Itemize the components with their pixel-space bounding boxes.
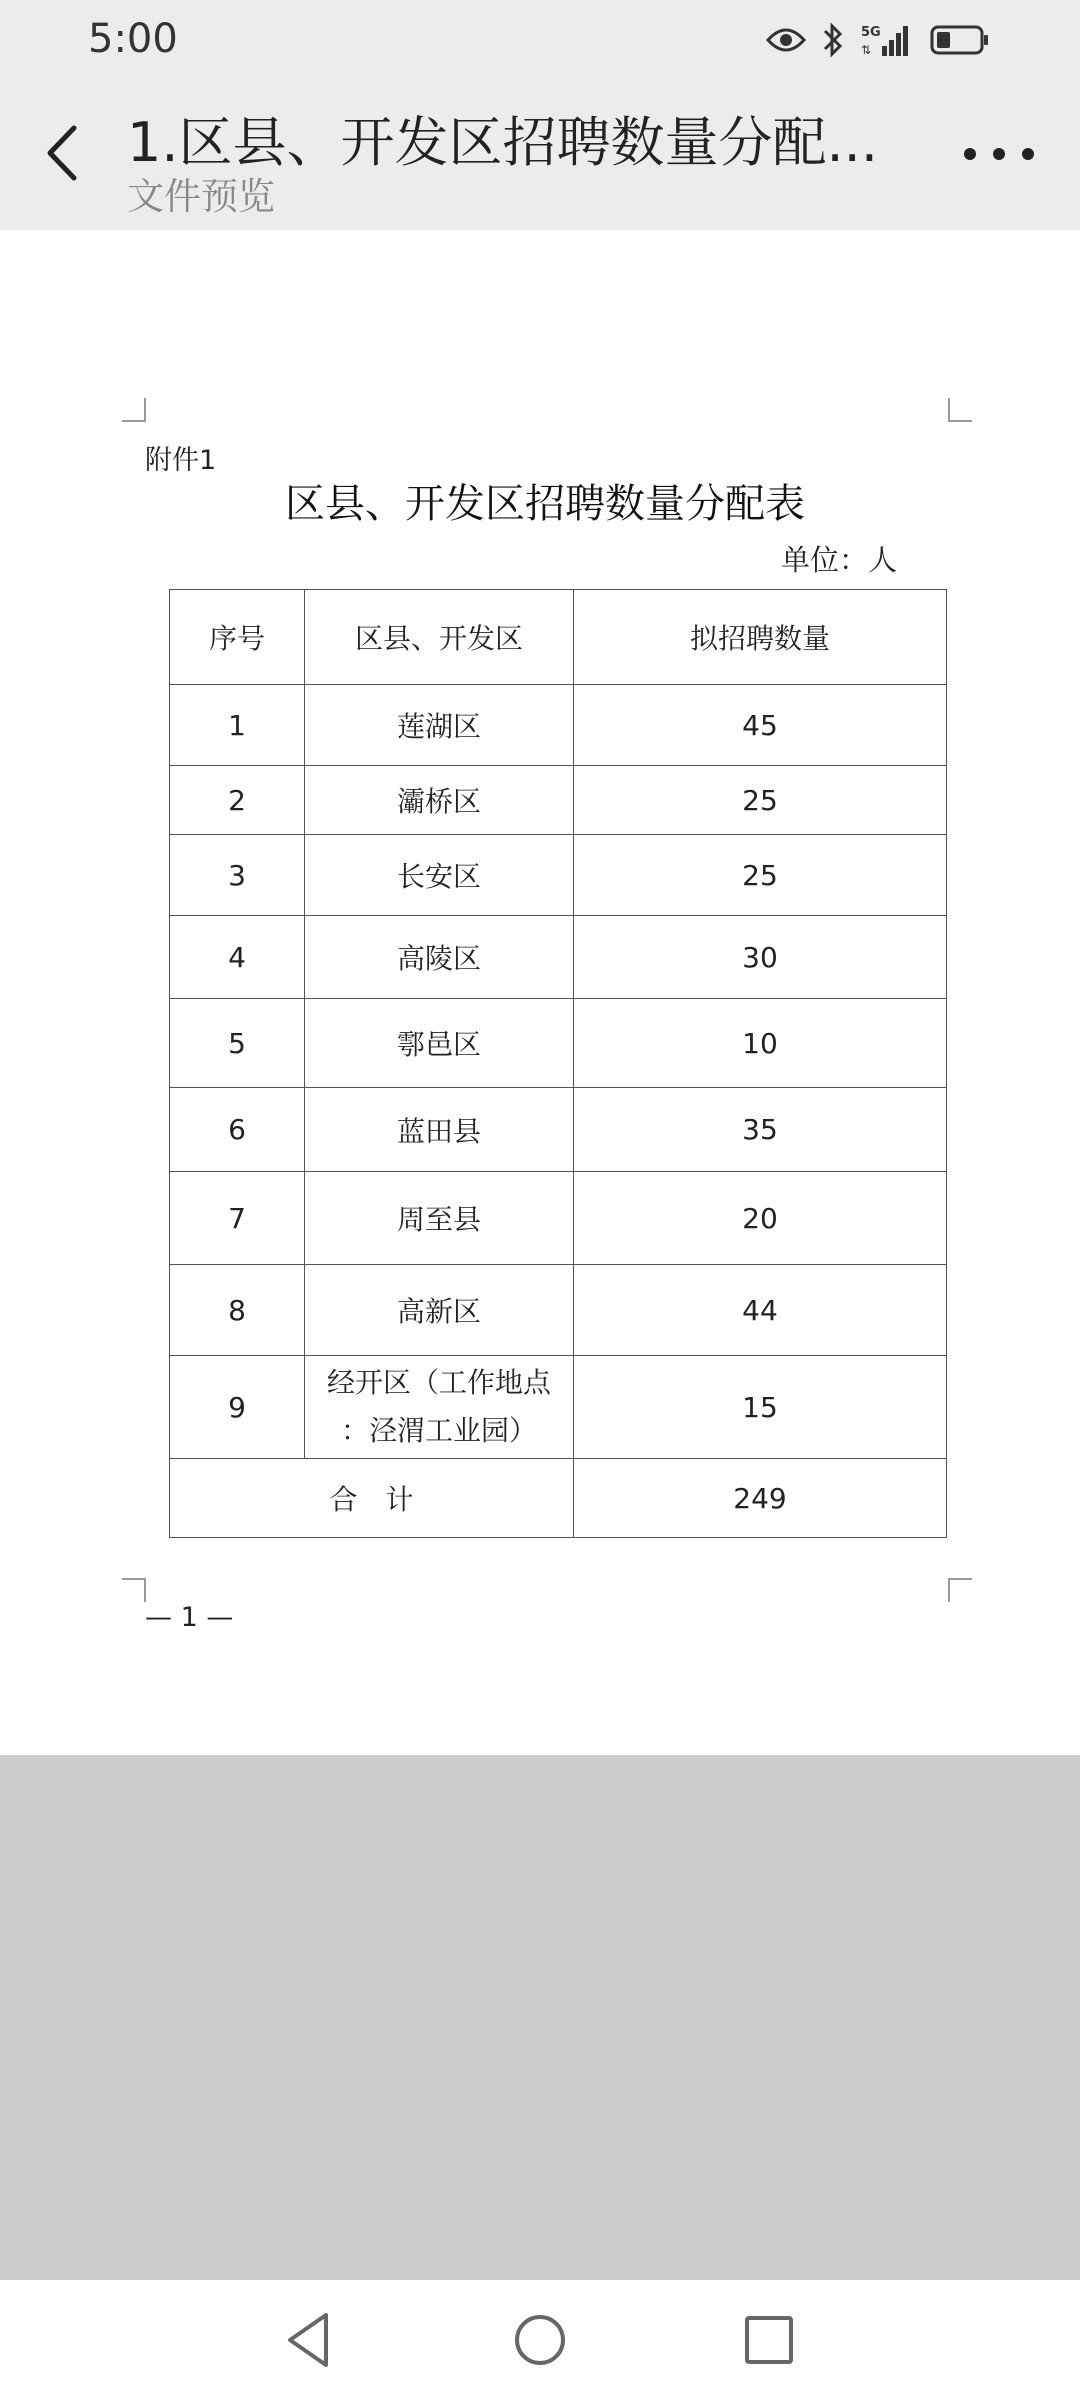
hire-count: 10	[574, 999, 947, 1088]
battery-icon	[930, 24, 990, 56]
page-corner-mark	[122, 398, 146, 422]
bluetooth-icon	[822, 22, 844, 58]
table-row	[170, 1088, 947, 1172]
chevron-left-icon[interactable]	[38, 118, 88, 188]
total-label: 合 计	[170, 1459, 574, 1538]
page-corner-mark	[948, 398, 972, 422]
table-row	[170, 1172, 947, 1265]
signal-5g-icon	[860, 22, 914, 58]
district-name: 鄠邑区	[305, 999, 574, 1088]
hire-count: 44	[574, 1265, 947, 1356]
allocation-table	[169, 589, 947, 1538]
table-row	[170, 1356, 947, 1459]
table-row	[170, 916, 947, 999]
document-title: 区县、开发区招聘数量分配表	[285, 481, 805, 527]
back-triangle-icon[interactable]	[278, 2309, 340, 2371]
district-name: 灞桥区	[305, 766, 574, 835]
table-header-row	[170, 590, 947, 685]
row-number: 7	[170, 1172, 305, 1265]
page-subtitle: 文件预览	[127, 175, 275, 218]
district-name: 周至县	[305, 1172, 574, 1265]
page-number: — 1 —	[145, 1602, 234, 1633]
column-header: 区县、开发区	[305, 590, 574, 685]
district-name: 高新区	[305, 1265, 574, 1356]
home-circle-icon[interactable]	[509, 2309, 571, 2371]
page-corner-mark	[948, 1578, 972, 1602]
hire-count: 30	[574, 916, 947, 999]
dot	[964, 148, 976, 160]
document-preview[interactable]	[0, 230, 1080, 1755]
table-row	[170, 999, 947, 1088]
column-header: 拟招聘数量	[574, 590, 947, 685]
table-row	[170, 1265, 947, 1356]
status-time: 5:00	[88, 16, 178, 62]
district-name-line: ：泾渭工业园）	[340, 1414, 537, 1447]
row-number: 8	[170, 1265, 305, 1356]
total-value: 249	[574, 1459, 947, 1538]
system-nav-bar	[0, 2280, 1080, 2400]
network-label: 5G	[861, 25, 881, 40]
row-number: 2	[170, 766, 305, 835]
hire-count: 20	[574, 1172, 947, 1265]
hire-count: 15	[574, 1356, 947, 1459]
hire-count: 35	[574, 1088, 947, 1172]
row-number: 1	[170, 685, 305, 766]
row-number: 3	[170, 835, 305, 916]
eye-icon	[766, 26, 806, 54]
row-number: 6	[170, 1088, 305, 1172]
more-dots-icon[interactable]	[964, 134, 1034, 174]
district-name: 高陵区	[305, 916, 574, 999]
district-name-line: 经开区（工作地点	[326, 1366, 551, 1399]
row-number: 4	[170, 916, 305, 999]
table-row	[170, 766, 947, 835]
district-name: 莲湖区	[305, 685, 574, 766]
district-name	[305, 1356, 574, 1459]
hire-count: 45	[574, 685, 947, 766]
table-row	[170, 685, 947, 766]
dot	[1022, 148, 1034, 160]
table-row	[170, 835, 947, 916]
table-total-row	[170, 1459, 947, 1538]
viewer-background	[0, 1755, 1080, 2280]
status-icons	[766, 18, 990, 62]
district-name: 蓝田县	[305, 1088, 574, 1172]
hire-count: 25	[574, 835, 947, 916]
row-number: 5	[170, 999, 305, 1088]
page-title: 1.区县、开发区招聘数量分配...	[127, 111, 879, 174]
page-corner-mark	[122, 1578, 146, 1602]
unit-label: 单位：人	[781, 543, 898, 577]
dot	[993, 148, 1005, 160]
top-bar	[0, 0, 1080, 230]
recents-square-icon[interactable]	[738, 2309, 800, 2371]
column-header: 序号	[170, 590, 305, 685]
svg-text:⇅: ⇅	[861, 43, 872, 57]
row-number: 9	[170, 1356, 305, 1459]
attachment-label: 附件1	[145, 445, 217, 476]
hire-count: 25	[574, 766, 947, 835]
district-name: 长安区	[305, 835, 574, 916]
